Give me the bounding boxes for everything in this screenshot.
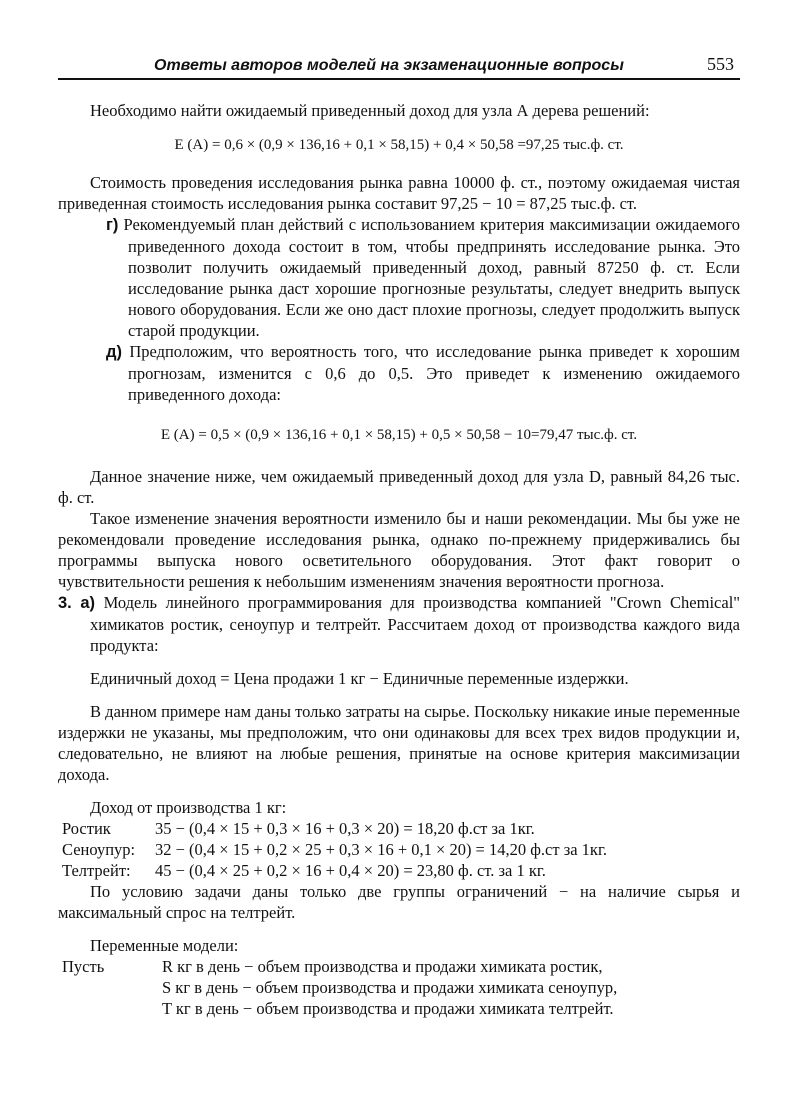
income-calc-senoupur: 32 − (0,4 × 15 + 0,2 × 25 + 0,3 × 16 + 0,1 × 20) = 14,20 ф.ст за 1кг. [155, 840, 607, 859]
question-3 [58, 592, 740, 656]
question-3-text: Модель линейного программирования для производства компанией "Crown Chemical" химикатов ростик, сеноупур и телтрейт. Рассчитаем доход от производства каждого вида продукта: [90, 593, 741, 655]
item-d-label: д) [106, 343, 122, 361]
paragraph-6: По условию задачи даны только две группы ограничений − на наличие сырья и максимальный спрос на телтрейт. [58, 882, 740, 922]
item-g [58, 214, 740, 341]
var-t: T кг в день − объем производства и продажи химиката телтрейт. [162, 999, 614, 1018]
header-rule [58, 78, 740, 80]
item-g-text: Рекомендуемый план действий с использованием критерия максимизации ожидаемого приведенного дохода состоит в том, чтобы предпринять исследование рынка. Это позволит получить ожидаемый приведенный доход, равный 87250 ф. ст. Если исследование рынка даст хорошие прогнозные результаты, следует внедрить выпуск нового оборудования. Если же оно даст плохие прогнозы, следует продолжить выпуск старой продукции. [123, 215, 741, 340]
item-d-text: Предположим, что вероятность того, что исследование рынка приведет к хорошим прогнозам, изменится с 0,6 до 0,5. Это приведет к изменению ожидаемого приведенного дохода: [128, 342, 740, 404]
income-title: Доход от производства 1 кг: [90, 798, 287, 817]
question-3-label: а) [80, 594, 95, 612]
income-label-rostik: Ростик [62, 819, 111, 838]
running-header [58, 56, 740, 82]
unit-income-formula: Единичный доход = Цена продажи 1 кг − Единичные переменные издержки. [90, 669, 629, 688]
income-calc-rostik: 35 − (0,4 × 15 + 0,3 × 16 + 0,3 × 20) = 18,20 ф.ст за 1кг. [155, 819, 535, 838]
paragraph-2: Стоимость проведения исследования рынка равна 10000 ф. ст., поэтому ожидаемая чистая приведенная стоимость исследования рынка составит 97,25 − 10 = 87,25 тыс.ф. ст. [58, 173, 740, 213]
income-table [58, 818, 740, 881]
vars-title: Переменные модели: [90, 936, 239, 955]
header-title: Ответы авторов моделей на экзаменационные вопросы [154, 57, 624, 74]
paragraph-4: Такое изменение значения вероятности изменило бы и наши рекомендации. Мы бы уже не рекомендовали проведение исследования рынка, однако по-прежнему придерживались бы программы выпуска нового осветительного оборудования. Этот факт говорит о чувствительности решения к небольшим изменениям значения вероятности прогноза. [58, 509, 740, 591]
var-r: R кг в день − объем производства и продажи химиката ростик, [162, 957, 603, 976]
vars-lead: Пусть [62, 957, 105, 976]
income-label-teltreit: Телтрейт: [62, 861, 131, 880]
income-calc-teltreit: 45 − (0,4 × 25 + 0,2 × 16 + 0,4 × 20) = 23,80 ф. ст. за 1 кг. [155, 861, 546, 880]
item-d [58, 341, 740, 405]
formula-ea-1: E (A) = 0,6 × (0,9 × 136,16 + 0,1 × 58,15) + 0,4 × 50,58 =97,25 тыс.ф. ст. [174, 137, 624, 153]
page-number: 553 [707, 54, 734, 74]
paragraph-5: В данном примере нам даны только затраты на сырье. Поскольку никакие иные переменные издержки не указаны, мы предположим, что они одинаковы для всех трех видов продукции и, следовательно, не влияют на любые решения, принятые на основе критерия максимизации дохода. [58, 702, 740, 784]
paragraph-1: Необходимо найти ожидаемый приведенный доход для узла А дерева решений: [90, 101, 650, 120]
item-g-label: г) [106, 216, 119, 234]
question-3-number: 3. [58, 594, 72, 612]
formula-ea-2: E (A) = 0,5 × (0,9 × 136,16 + 0,1 × 58,15) + 0,5 × 50,58 − 10=79,47 тыс.ф. ст. [160, 427, 638, 443]
var-s: S кг в день − объем производства и продажи химиката сеноупур, [162, 978, 618, 997]
paragraph-3: Данное значение ниже, чем ожидаемый приведенный доход для узла D, равный 84,26 тыс. ф. ст. [58, 467, 740, 507]
income-label-senoupur: Сеноупур: [62, 840, 136, 859]
page-body [58, 100, 740, 1019]
vars-list [58, 956, 740, 1019]
